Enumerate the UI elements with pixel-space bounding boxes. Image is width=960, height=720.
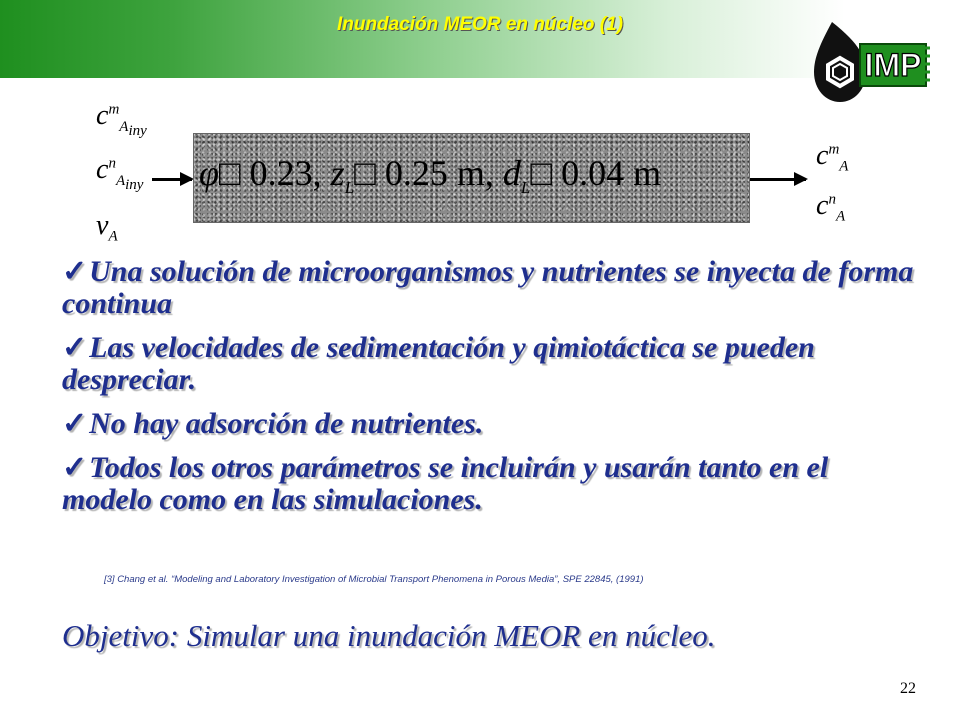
check-icon: ✓: [62, 451, 88, 484]
bullet-item: ✓Todos los otros parámetros se incluirán y usarán tanto en el modelo como en las simulaciones.: [62, 451, 829, 516]
slide-title: Inundación MEOR en núcleo (1): [336, 14, 624, 35]
output-cm: $c^m_A$: [816, 140, 849, 175]
input-va: $v_A$: [96, 210, 118, 245]
core-formula: φ□ 0.23, $z_L□$ 0.25 m, $d_L□$ 0.04 m: [199, 153, 662, 198]
check-icon: ✓: [62, 407, 88, 440]
imp-logo-icon: [812, 14, 930, 106]
reference-citation: [3] Chang et al. “Modeling and Laboratory Investigation of Microbial Transport Phenomena in Porous Media”, SPE 22845, (1991): [104, 574, 644, 585]
bullet-item: ✓Una solución de microorganismos y nutrientes se inyecta de forma continua: [62, 255, 914, 320]
output-arrow: [750, 178, 806, 181]
bullet-list: [62, 256, 922, 528]
core-sample: [193, 133, 750, 223]
check-icon: ✓: [62, 331, 88, 364]
bullet-item: ✓Las velocidades de sedimentación y qimiotáctica se pueden despreciar.: [62, 331, 815, 396]
bullet-item: ✓No hay adsorción de nutrientes.: [62, 407, 484, 440]
input-cm-iny: $c^m_{A_{iny}}$: [96, 100, 147, 139]
output-cn: $c^n_A$: [816, 190, 846, 225]
input-cn-iny: $c^n_{A_{iny}}$: [96, 154, 144, 193]
check-icon: ✓: [62, 255, 88, 288]
input-arrow: [152, 178, 192, 181]
objective-text: Objetivo: Simular una inundación MEOR en núcleo.: [62, 618, 716, 653]
logo-text: IMP: [864, 47, 922, 83]
page-number: 22: [900, 680, 916, 697]
